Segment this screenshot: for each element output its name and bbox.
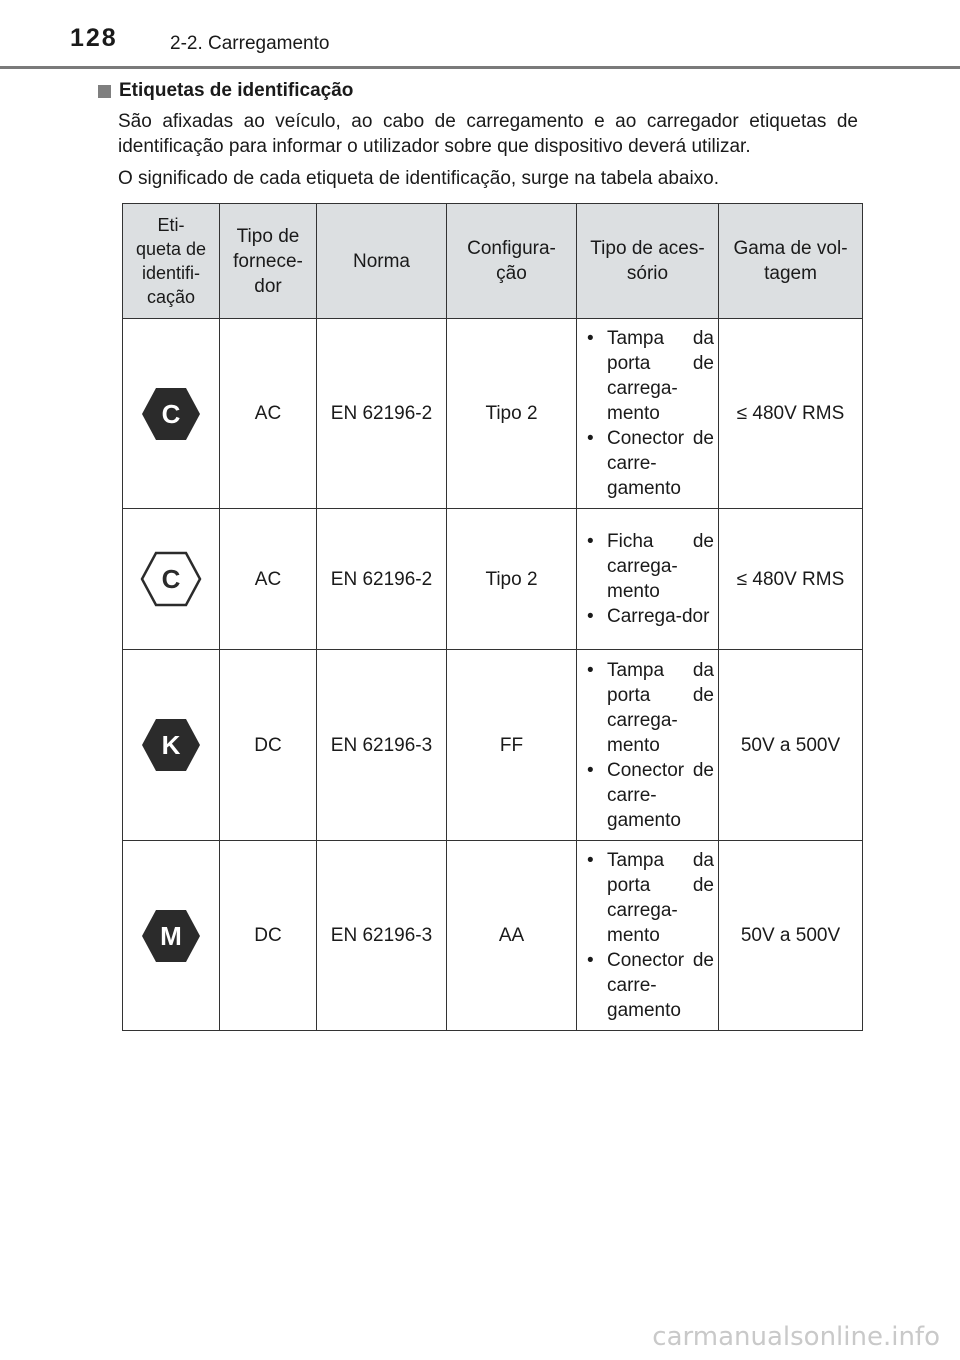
accessory-item: • Ficha de carrega-mento [581, 529, 714, 604]
table-row [123, 319, 863, 509]
label-c-hexagon-icon [140, 386, 202, 442]
configuration-cell: FF [447, 650, 577, 841]
accessory-cell [577, 841, 719, 1031]
accessory-cell [577, 650, 719, 841]
supply-type-cell: AC [220, 319, 317, 509]
page-number: 128 [70, 24, 118, 52]
accessory-item: • Conector de carre-gamento [581, 758, 714, 833]
accessory-item: • Conector de carre-gamento [581, 426, 714, 501]
table-row [123, 841, 863, 1031]
footer-watermark: carmanualsonline.info [652, 1322, 940, 1352]
label-cell [123, 650, 220, 841]
col-header-standard: Norma [317, 204, 447, 319]
col-header-label: Eti- queta de identifi- cação [123, 204, 220, 319]
voltage-range-cell: 50V a 500V [719, 841, 863, 1031]
accessory-item: • Carrega-dor [581, 604, 714, 629]
col-header-supply: Tipo de fornece- dor [220, 204, 317, 319]
configuration-cell: Tipo 2 [447, 319, 577, 509]
intro-paragraph: São afixadas ao veículo, ao cabo de carregamento e ao carregador etiquetas de identificação para informar o utilizador sobre que dispositivo deverá utilizar. [118, 111, 858, 157]
configuration-cell: AA [447, 841, 577, 1031]
heading-text: Etiquetas de identificação [119, 80, 354, 101]
label-letter: M [160, 920, 182, 951]
supply-type-cell: DC [220, 650, 317, 841]
label-k-hexagon-icon [140, 717, 202, 773]
col-header-config: Configura- ção [447, 204, 577, 319]
label-letter: C [161, 564, 181, 594]
standard-cell: EN 62196-3 [317, 841, 447, 1031]
supply-type-cell: DC [220, 841, 317, 1031]
label-m-hexagon-icon [140, 908, 202, 964]
voltage-range-cell: 50V a 500V [719, 650, 863, 841]
label-c-hexagon-icon [140, 551, 202, 607]
accessory-cell [577, 509, 719, 650]
label-cell [123, 509, 220, 650]
label-letter: C [161, 398, 181, 429]
table-row [123, 650, 863, 841]
standard-cell: EN 62196-2 [317, 509, 447, 650]
standard-cell: EN 62196-2 [317, 319, 447, 509]
standard-cell: EN 62196-3 [317, 650, 447, 841]
square-bullet-icon [98, 85, 111, 98]
accessory-item: • Tampa da porta de carrega-mento [581, 848, 714, 948]
label-letter: K [161, 730, 181, 760]
accessory-list [581, 529, 714, 629]
accessory-item: • Conector de carre-gamento [581, 948, 714, 1023]
supply-type-cell: AC [220, 509, 317, 650]
section-title: 2-2. Carregamento [170, 33, 330, 54]
label-cell [123, 319, 220, 509]
table-row [123, 509, 863, 650]
voltage-range-cell: ≤ 480V RMS [719, 509, 863, 650]
table-intro-paragraph: O significado de cada etiqueta de identificação, surge na tabela abaixo. [118, 168, 720, 189]
voltage-range-cell: ≤ 480V RMS [719, 319, 863, 509]
accessory-item: • Tampa da porta de carrega-mento [581, 326, 714, 426]
identification-labels-table [122, 203, 863, 1031]
accessory-item: • Tampa da porta de carrega-mento [581, 658, 714, 758]
label-cell [123, 841, 220, 1031]
accessory-list [581, 326, 714, 501]
col-header-accessory: Tipo de aces- sório [577, 204, 719, 319]
accessory-list [581, 848, 714, 1023]
table-header-row [123, 204, 863, 319]
header-rule [0, 66, 960, 69]
accessory-list [581, 658, 714, 833]
section-heading [98, 80, 353, 102]
configuration-cell: Tipo 2 [447, 509, 577, 650]
accessory-cell [577, 319, 719, 509]
col-header-voltage: Gama de vol- tagem [719, 204, 863, 319]
